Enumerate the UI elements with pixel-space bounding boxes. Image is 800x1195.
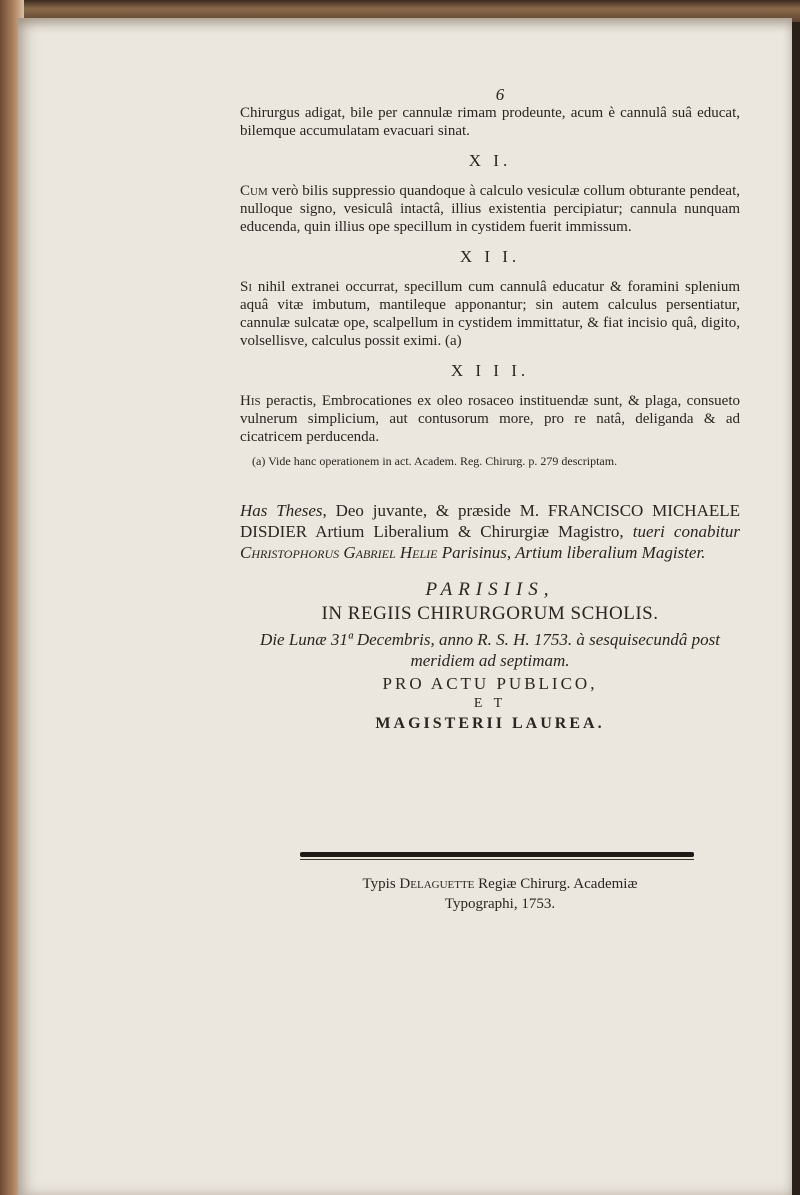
magisterii-laurea: MAGISTERII LAUREA. (375, 715, 605, 732)
section-xi-body: verò bilis suppressio quandoque à calculo vesiculæ collum obturante pendeat, nulloque signo, vesiculâ intactâ, illius existentia percipiatur; cannula nunquam educenda, quin illius ope specillum in cystidem fuerit immissum. (240, 183, 740, 235)
defense-date: Die Lunæ 31ª Decembris, anno R. S. H. 1753. à sesquisecundâ post meridiem ad septimam. (260, 630, 720, 670)
printer-imprint (300, 874, 700, 914)
imprint-printer: Delaguette (399, 876, 475, 892)
theses-title: Has Theses (240, 501, 323, 520)
section-xii-text (240, 278, 740, 350)
imprint-line-2: Typographi, 1753. (444, 896, 556, 912)
printer-rule-thin (300, 859, 694, 860)
place-name: PARISIIS, (425, 579, 555, 600)
section-heading-xiii: X I I I. (450, 361, 530, 380)
section-xii-lead: Si (240, 279, 253, 295)
footnote: (a) Vide hanc operationem in act. Academ. Reg. Chirurg. p. 279 descriptam. (252, 454, 618, 468)
theses-paragraph (240, 500, 740, 563)
section-xiii-body: peractis, Embrocationes ex oleo rosaceo instituendæ sunt, & plaga, consueto vulnerum simplicium, aut contusorum more, pro re natâ, deliganda & ad cicatricem perducenda. (240, 393, 740, 445)
theses-tueri: tueri conabitur (632, 522, 741, 541)
theses-origin: Parisinus, Artium liberalium Magister. (437, 543, 706, 562)
section-xiii-lead: His (240, 393, 261, 409)
school-name: IN REGIIS CHIRURGORUM SCHOLIS. (321, 603, 659, 624)
section-heading-xii: X I I. (459, 247, 521, 266)
printer-rule (300, 852, 694, 857)
intro-paragraph: Chirurgus adigat, bile per cannulæ rimam prodeunte, acum è cannulâ suâ educat, bilemque accumulatam evacuari sinat. (240, 105, 740, 139)
section-xiii-text (240, 392, 740, 446)
theses-respondent: Christophorus Gabriel Helie (240, 543, 438, 562)
imprint-academy: Regiæ Chirurg. Academiæ (474, 876, 638, 892)
section-xi-lead: Cum (240, 183, 268, 199)
page-number: 6 (495, 85, 505, 104)
page-content (240, 86, 740, 733)
section-xii-body: nihil extranei occurrat, specillum cum cannulâ educatur & foramini splenium aquâ vitæ imbutum, mantileque apponantur; sin autem calculus persentiatur, cannulæ sulcatæ ope, scalpellum in cystidem immittatur, & fiat incisio quâ, digito, volsellisve, calculus possit eximi. (a) (240, 279, 740, 349)
pro-actu-publico: PRO ACTU PUBLICO, (382, 674, 598, 693)
theses-body: , Deo juvante, & præside M. FRANCISCO MICHAELE DISDIER Artium Liberalium & Chirurgiæ Magistro, (240, 501, 740, 541)
imprint-typis: Typis (362, 876, 400, 892)
section-xi-text (240, 182, 740, 236)
et-line: E T (473, 696, 507, 711)
imprint-line-1 (300, 874, 700, 894)
section-heading-xi: X I. (468, 151, 512, 170)
